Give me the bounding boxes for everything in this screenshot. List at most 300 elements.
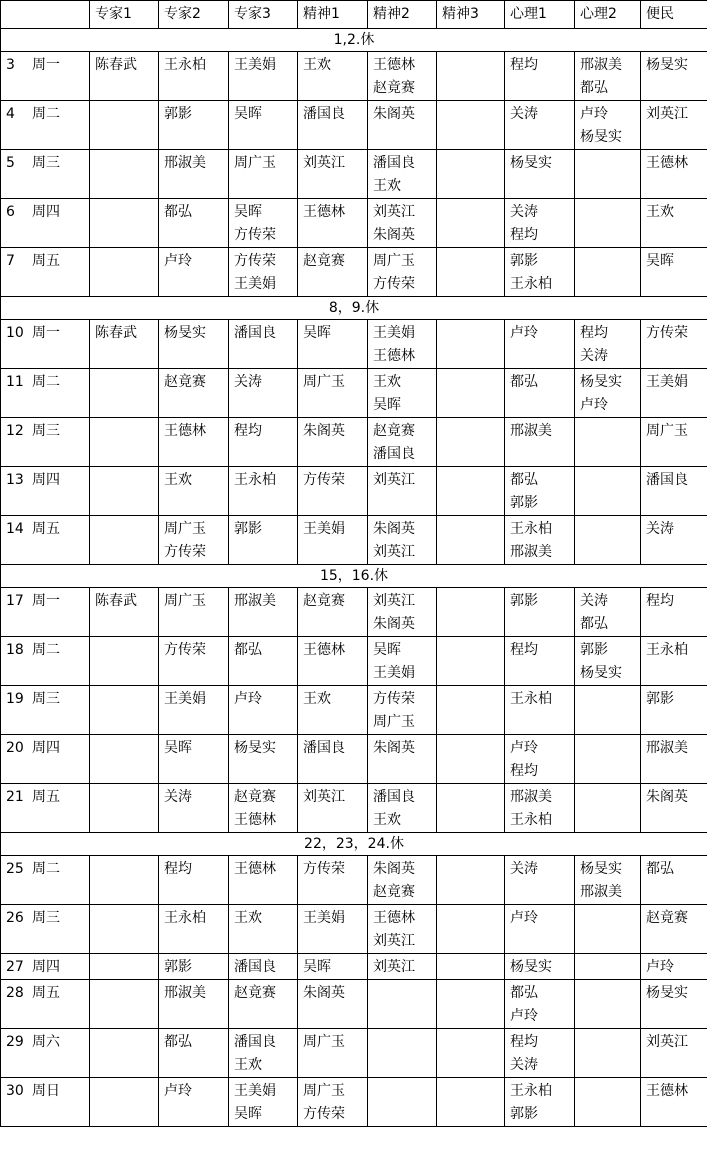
- schedule-cell: [505, 980, 575, 1029]
- weekday: 周二: [32, 106, 60, 122]
- schedule-cell: [159, 199, 229, 248]
- staff-name: 都弘: [234, 642, 262, 658]
- schedule-cell: [298, 467, 368, 516]
- staff-name: 王美娟: [303, 521, 345, 537]
- schedule-cell: [437, 369, 505, 418]
- staff-name: 潘国良: [234, 959, 276, 975]
- staff-name: 朱阁英: [373, 616, 415, 632]
- schedule-cell: [641, 735, 707, 784]
- schedule-cell: [575, 101, 641, 150]
- weekday: 周六: [32, 1034, 60, 1050]
- staff-name: 邢淑美: [510, 423, 552, 439]
- date-cell: [1, 248, 90, 297]
- schedule-cell: [505, 320, 575, 369]
- schedule-cell: [641, 1078, 707, 1127]
- schedule-cell: [298, 637, 368, 686]
- weekday: 周四: [32, 959, 60, 975]
- staff-name: 关涛: [510, 1057, 538, 1073]
- schedule-row: [1, 1029, 707, 1078]
- schedule-cell: [159, 369, 229, 418]
- schedule-cell: [575, 52, 641, 101]
- date-cell: [1, 686, 90, 735]
- schedule-cell: [229, 516, 298, 565]
- staff-name: 方传荣: [373, 276, 415, 292]
- holiday-row: [1, 29, 707, 52]
- staff-name: 都弘: [510, 374, 538, 390]
- staff-name: 方传荣: [164, 642, 206, 658]
- staff-name: 都弘: [510, 985, 538, 1001]
- schedule-row: [1, 199, 707, 248]
- schedule-cell: [368, 1078, 437, 1127]
- weekday: 周四: [32, 204, 60, 220]
- staff-name: 关涛: [580, 593, 608, 609]
- schedule-cell: [90, 516, 159, 565]
- staff-name: 朱阁英: [373, 521, 415, 537]
- staff-name: 程均: [510, 57, 538, 73]
- schedule-cell: [368, 150, 437, 199]
- schedule-cell: [368, 735, 437, 784]
- staff-name: 潘国良: [303, 106, 345, 122]
- schedule-cell: [575, 905, 641, 954]
- staff-name: 周广玉: [234, 155, 276, 171]
- schedule-cell: [575, 516, 641, 565]
- schedule-cell: [437, 588, 505, 637]
- schedule-cell: [575, 418, 641, 467]
- staff-name: 方传荣: [373, 691, 415, 707]
- staff-name: 王永柏: [164, 57, 206, 73]
- day-number: 13: [6, 472, 24, 488]
- schedule-cell: [437, 467, 505, 516]
- staff-name: 王欢: [373, 374, 401, 390]
- weekday: 周四: [32, 472, 60, 488]
- schedule-cell: [298, 856, 368, 905]
- weekday: 周三: [32, 155, 60, 171]
- staff-name: 都弘: [580, 80, 608, 96]
- schedule-cell: [437, 856, 505, 905]
- holiday-row: [1, 297, 707, 320]
- staff-name: 赵竟赛: [373, 423, 415, 439]
- schedule-row: [1, 150, 707, 199]
- holiday-row: [1, 833, 707, 856]
- staff-name: 赵竟赛: [303, 253, 345, 269]
- staff-name: 朱阁英: [303, 423, 345, 439]
- staff-name: 杨旻实: [164, 325, 206, 341]
- schedule-cell: [90, 637, 159, 686]
- staff-name: 关涛: [510, 106, 538, 122]
- schedule-cell: [641, 637, 707, 686]
- schedule-cell: [368, 101, 437, 150]
- staff-name: 郭影: [164, 959, 192, 975]
- day-number: 3: [6, 57, 15, 73]
- weekday: 周二: [32, 861, 60, 877]
- staff-name: 程均: [510, 1034, 538, 1050]
- schedule-cell: [505, 101, 575, 150]
- schedule-cell: [298, 101, 368, 150]
- header-cell-1: 专家1: [90, 1, 159, 29]
- schedule-cell: [159, 516, 229, 565]
- schedule-row: [1, 637, 707, 686]
- schedule-cell: [229, 588, 298, 637]
- schedule-cell: [90, 905, 159, 954]
- schedule-cell: [641, 150, 707, 199]
- schedule-cell: [641, 954, 707, 980]
- staff-name: 赵竟赛: [373, 80, 415, 96]
- schedule-row: [1, 905, 707, 954]
- staff-name: 王美娟: [164, 691, 206, 707]
- date-cell: [1, 588, 90, 637]
- staff-name: 王德林: [373, 910, 415, 926]
- staff-name: 周广玉: [164, 521, 206, 537]
- staff-name: 方传荣: [234, 253, 276, 269]
- schedule-cell: [298, 418, 368, 467]
- holiday-label: 15，16.休: [1, 565, 707, 588]
- staff-name: 王美娟: [303, 910, 345, 926]
- schedule-cell: [159, 418, 229, 467]
- header-row: [1, 1, 707, 29]
- schedule-cell: [575, 954, 641, 980]
- staff-name: 朱阁英: [373, 740, 415, 756]
- schedule-cell: [90, 856, 159, 905]
- staff-name: 周广玉: [303, 1083, 345, 1099]
- staff-name: 卢玲: [510, 325, 538, 341]
- schedule-cell: [159, 856, 229, 905]
- staff-name: 朱阁英: [373, 106, 415, 122]
- staff-name: 王永柏: [510, 812, 552, 828]
- schedule-cell: [368, 1029, 437, 1078]
- staff-name: 王美娟: [234, 276, 276, 292]
- staff-name: 朱阁英: [373, 861, 415, 877]
- schedule-cell: [505, 1078, 575, 1127]
- staff-name: 陈春武: [95, 57, 137, 73]
- day-number: 14: [6, 521, 24, 537]
- staff-name: 陈春武: [95, 593, 137, 609]
- weekday: 周日: [32, 1083, 60, 1099]
- schedule-cell: [368, 369, 437, 418]
- staff-name: 王德林: [234, 812, 276, 828]
- schedule-cell: [575, 735, 641, 784]
- schedule-cell: [229, 784, 298, 833]
- schedule-cell: [159, 101, 229, 150]
- schedule-cell: [90, 686, 159, 735]
- schedule-cell: [437, 1029, 505, 1078]
- date-cell: [1, 905, 90, 954]
- staff-name: 邢淑美: [646, 740, 688, 756]
- schedule-cell: [229, 369, 298, 418]
- staff-name: 卢玲: [510, 1008, 538, 1024]
- holiday-row: [1, 565, 707, 588]
- schedule-cell: [159, 588, 229, 637]
- staff-name: 吴晖: [234, 204, 262, 220]
- schedule-cell: [159, 954, 229, 980]
- staff-name: 邢淑美: [580, 57, 622, 73]
- staff-name: 吴晖: [646, 253, 674, 269]
- staff-name: 程均: [646, 593, 674, 609]
- schedule-cell: [298, 1029, 368, 1078]
- staff-name: 王永柏: [646, 642, 688, 658]
- staff-name: 王美娟: [234, 1083, 276, 1099]
- schedule-cell: [575, 1029, 641, 1078]
- holiday-label: 22，23，24.休: [1, 833, 707, 856]
- schedule-cell: [437, 784, 505, 833]
- staff-name: 周广玉: [303, 374, 345, 390]
- schedule-cell: [368, 905, 437, 954]
- staff-name: 王永柏: [234, 472, 276, 488]
- weekday: 周三: [32, 423, 60, 439]
- staff-name: 朱阁英: [303, 985, 345, 1001]
- day-number: 10: [6, 325, 24, 341]
- weekday: 周五: [32, 789, 60, 805]
- schedule-cell: [90, 784, 159, 833]
- staff-name: 卢玲: [580, 106, 608, 122]
- staff-name: 潘国良: [234, 325, 276, 341]
- schedule-cell: [159, 248, 229, 297]
- date-cell: [1, 467, 90, 516]
- schedule-row: [1, 467, 707, 516]
- date-cell: [1, 980, 90, 1029]
- header-cell-7: 心理1: [505, 1, 575, 29]
- date-cell: [1, 52, 90, 101]
- schedule-cell: [437, 248, 505, 297]
- schedule-cell: [298, 369, 368, 418]
- schedule-row: [1, 954, 707, 980]
- staff-name: 王德林: [373, 348, 415, 364]
- schedule-cell: [229, 905, 298, 954]
- schedule-cell: [229, 735, 298, 784]
- schedule-cell: [368, 588, 437, 637]
- schedule-cell: [368, 199, 437, 248]
- schedule-cell: [159, 905, 229, 954]
- staff-name: 朱阁英: [373, 227, 415, 243]
- schedule-cell: [159, 150, 229, 199]
- schedule-row: [1, 248, 707, 297]
- schedule-cell: [229, 418, 298, 467]
- staff-name: 刘英江: [373, 593, 415, 609]
- schedule-cell: [505, 686, 575, 735]
- staff-name: 王美娟: [373, 325, 415, 341]
- staff-name: 刘英江: [646, 1034, 688, 1050]
- header-cell-4: 精神1: [298, 1, 368, 29]
- schedule-cell: [505, 588, 575, 637]
- schedule-cell: [298, 150, 368, 199]
- schedule-cell: [229, 248, 298, 297]
- day-number: 20: [6, 740, 24, 756]
- schedule-cell: [575, 686, 641, 735]
- schedule-row: [1, 320, 707, 369]
- staff-name: 杨旻实: [646, 57, 688, 73]
- staff-name: 周广玉: [373, 714, 415, 730]
- schedule-cell: [437, 954, 505, 980]
- schedule-cell: [90, 248, 159, 297]
- staff-name: 郭影: [510, 495, 538, 511]
- staff-name: 刘英江: [373, 472, 415, 488]
- schedule-cell: [90, 588, 159, 637]
- header-cell-2: 专家2: [159, 1, 229, 29]
- schedule-cell: [159, 1078, 229, 1127]
- header-cell-9: 便民: [641, 1, 707, 29]
- day-number: 27: [6, 959, 24, 975]
- schedule-cell: [437, 150, 505, 199]
- schedule-cell: [368, 467, 437, 516]
- staff-name: 王欢: [164, 472, 192, 488]
- staff-name: 周广玉: [164, 593, 206, 609]
- staff-name: 方传荣: [303, 861, 345, 877]
- schedule-cell: [575, 150, 641, 199]
- schedule-cell: [437, 735, 505, 784]
- schedule-cell: [437, 199, 505, 248]
- schedule-cell: [90, 418, 159, 467]
- schedule-cell: [229, 199, 298, 248]
- schedule-cell: [90, 320, 159, 369]
- schedule-cell: [437, 101, 505, 150]
- schedule-cell: [298, 199, 368, 248]
- staff-name: 郭影: [510, 1106, 538, 1122]
- staff-name: 程均: [234, 423, 262, 439]
- date-cell: [1, 1078, 90, 1127]
- date-cell: [1, 369, 90, 418]
- staff-name: 吴晖: [164, 740, 192, 756]
- schedule-cell: [90, 467, 159, 516]
- schedule-cell: [368, 320, 437, 369]
- schedule-cell: [437, 637, 505, 686]
- weekday: 周一: [32, 593, 60, 609]
- schedule-row: [1, 369, 707, 418]
- schedule-cell: [575, 320, 641, 369]
- date-cell: [1, 516, 90, 565]
- staff-name: 邢淑美: [234, 593, 276, 609]
- day-number: 18: [6, 642, 24, 658]
- day-number: 7: [6, 253, 15, 269]
- schedule-cell: [505, 248, 575, 297]
- schedule-cell: [229, 150, 298, 199]
- schedule-cell: [159, 52, 229, 101]
- staff-name: 杨旻实: [510, 959, 552, 975]
- schedule-cell: [90, 954, 159, 980]
- day-number: 5: [6, 155, 15, 171]
- schedule-cell: [229, 101, 298, 150]
- staff-name: 杨旻实: [580, 861, 622, 877]
- schedule-cell: [575, 637, 641, 686]
- staff-name: 吴晖: [303, 325, 331, 341]
- date-cell: [1, 1029, 90, 1078]
- schedule-row: [1, 52, 707, 101]
- staff-name: 程均: [164, 861, 192, 877]
- schedule-cell: [298, 686, 368, 735]
- schedule-cell: [368, 856, 437, 905]
- schedule-cell: [159, 320, 229, 369]
- staff-name: 关涛: [234, 374, 262, 390]
- schedule-cell: [229, 320, 298, 369]
- schedule-cell: [575, 467, 641, 516]
- schedule-row: [1, 686, 707, 735]
- schedule-cell: [90, 369, 159, 418]
- date-cell: [1, 856, 90, 905]
- schedule-cell: [368, 516, 437, 565]
- staff-name: 杨旻实: [510, 155, 552, 171]
- header-cell-6: 精神3: [437, 1, 505, 29]
- date-cell: [1, 954, 90, 980]
- staff-name: 刘英江: [373, 204, 415, 220]
- header-cell-5: 精神2: [368, 1, 437, 29]
- schedule-cell: [159, 686, 229, 735]
- staff-name: 杨旻实: [234, 740, 276, 756]
- staff-name: 刘英江: [646, 106, 688, 122]
- staff-name: 卢玲: [510, 910, 538, 926]
- staff-name: 程均: [510, 763, 538, 779]
- day-number: 4: [6, 106, 15, 122]
- schedule-row: [1, 1078, 707, 1127]
- schedule-cell: [368, 784, 437, 833]
- schedule-cell: [641, 980, 707, 1029]
- schedule-cell: [298, 320, 368, 369]
- staff-name: 关涛: [646, 521, 674, 537]
- staff-name: 方传荣: [234, 227, 276, 243]
- schedule-cell: [229, 954, 298, 980]
- schedule-cell: [641, 686, 707, 735]
- holiday-label: 1,2.休: [1, 29, 707, 52]
- schedule-cell: [90, 199, 159, 248]
- staff-name: 王永柏: [510, 1083, 552, 1099]
- schedule-cell: [90, 101, 159, 150]
- schedule-cell: [437, 686, 505, 735]
- schedule-cell: [368, 954, 437, 980]
- staff-name: 都弘: [580, 616, 608, 632]
- staff-name: 吴晖: [234, 106, 262, 122]
- staff-name: 潘国良: [646, 472, 688, 488]
- staff-name: 刘英江: [303, 789, 345, 805]
- schedule-cell: [641, 369, 707, 418]
- staff-name: 王德林: [164, 423, 206, 439]
- schedule-cell: [229, 980, 298, 1029]
- schedule-cell: [505, 52, 575, 101]
- schedule-cell: [505, 516, 575, 565]
- day-number: 28: [6, 985, 24, 1001]
- schedule-cell: [298, 516, 368, 565]
- staff-name: 王永柏: [510, 276, 552, 292]
- schedule-row: [1, 735, 707, 784]
- date-cell: [1, 320, 90, 369]
- schedule-cell: [641, 856, 707, 905]
- staff-name: 程均: [510, 227, 538, 243]
- schedule-cell: [505, 150, 575, 199]
- staff-name: 卢玲: [164, 1083, 192, 1099]
- staff-name: 潘国良: [373, 446, 415, 462]
- schedule-cell: [90, 980, 159, 1029]
- table-header: [1, 1, 707, 29]
- date-cell: [1, 637, 90, 686]
- staff-name: 王永柏: [164, 910, 206, 926]
- staff-name: 卢玲: [234, 691, 262, 707]
- schedule-cell: [229, 467, 298, 516]
- day-number: 12: [6, 423, 24, 439]
- staff-name: 王欢: [303, 691, 331, 707]
- date-cell: [1, 784, 90, 833]
- schedule-cell: [298, 735, 368, 784]
- staff-name: 赵竟赛: [234, 789, 276, 805]
- date-cell: [1, 150, 90, 199]
- schedule-cell: [159, 1029, 229, 1078]
- weekday: 周五: [32, 521, 60, 537]
- schedule-cell: [298, 784, 368, 833]
- schedule-cell: [229, 1078, 298, 1127]
- staff-name: 都弘: [164, 1034, 192, 1050]
- schedule-cell: [298, 980, 368, 1029]
- header-cell-3: 专家3: [229, 1, 298, 29]
- schedule-cell: [575, 199, 641, 248]
- schedule-cell: [437, 418, 505, 467]
- staff-name: 关涛: [510, 861, 538, 877]
- schedule-cell: [368, 52, 437, 101]
- schedule-row: [1, 784, 707, 833]
